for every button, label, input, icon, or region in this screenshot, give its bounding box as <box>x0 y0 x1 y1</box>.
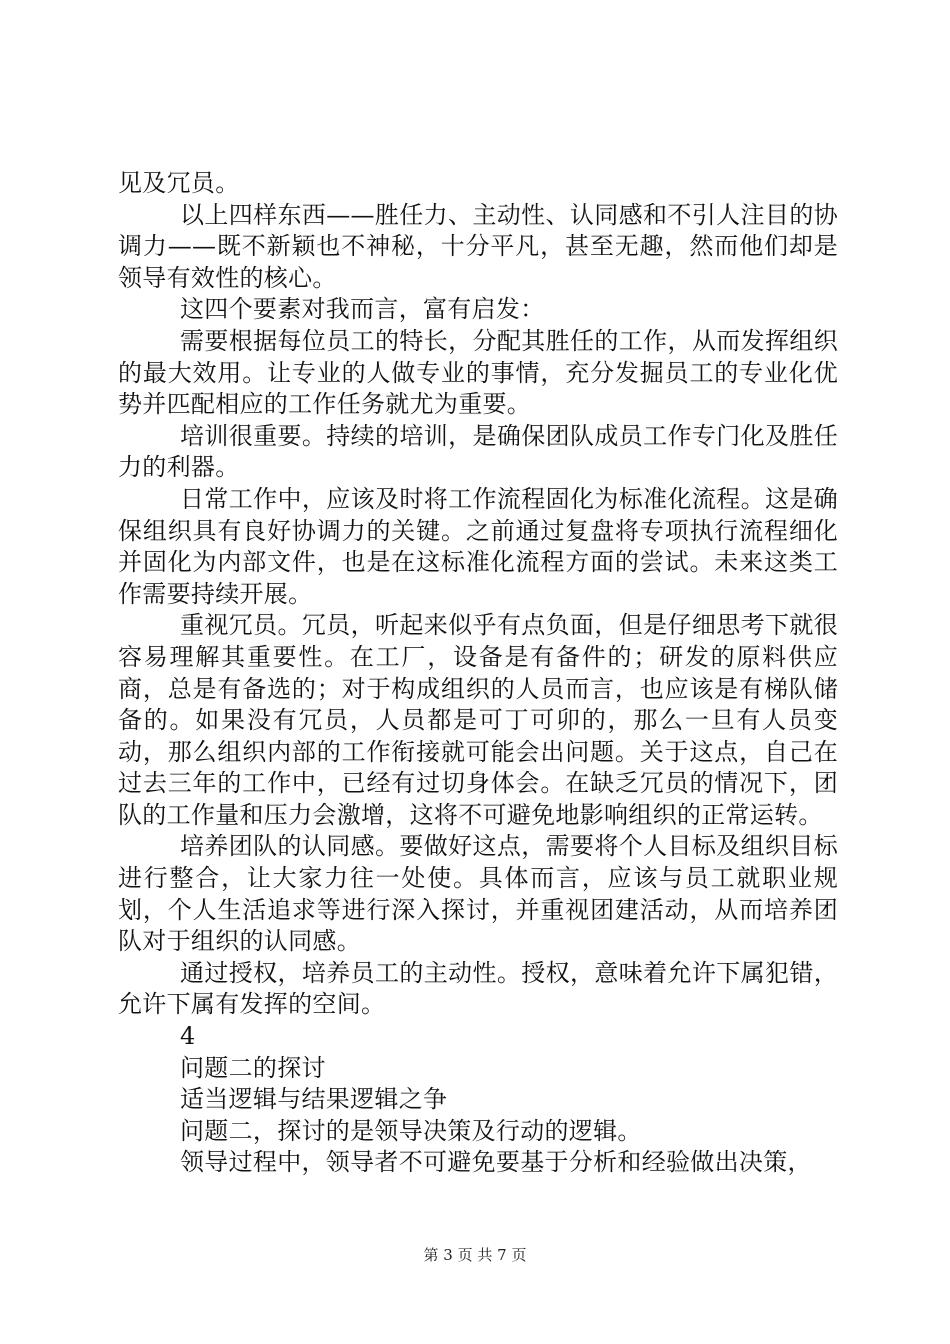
section-subtitle: 适当逻辑与结果逻辑之争 <box>180 1085 448 1114</box>
paragraph-redundancy: 重视冗员。冗员，听起来似乎有点负面，但是仔细思考下就很容易理解其重要性。在工厂，设备是有备件的；研发的原料供应商，总是有备选的；对于构成组织的人员而言，也应该是有梯队储备的。如果没有冗员，人员都是可丁可卯的，那么一旦有人员变动，那么组织内部的工作衔接就可能会出问题。关于这点，自己在过去三年的工作中，已经有过切身体会。在缺乏冗员的情况下，团队的工作量和压力会激增，这将不可避免地影响组织的正常运转。 <box>118 611 838 829</box>
paragraph-decision: 领导过程中，领导者不可避免要基于分析和经验做出决策， <box>180 1148 812 1177</box>
section-number: 4 <box>180 1022 196 1051</box>
paragraph-summary: 以上四样东西——胜任力、主动性、认同感和不引人注目的协调力——既不新颖也不神秘，十分平凡，甚至无趣，然而他们却是领导有效性的核心。 <box>118 200 838 292</box>
page-footer: 第 3 页 共 7 页 <box>423 1246 527 1264</box>
section-intro: 问题二，探讨的是领导决策及行动的逻辑。 <box>180 1116 642 1145</box>
paragraph-inspiration-intro: 这四个要素对我而言，富有启发： <box>180 295 545 324</box>
document-body <box>118 168 838 1179</box>
paragraph-competence: 需要根据每位员工的特长，分配其胜任的工作，从而发挥组织的最大效用。让专业的人做专业的事情，充分发掘员工的专业化优势并匹配相应的工作任务就尤为重要。 <box>118 326 838 419</box>
paragraph-continuation: 见及冗员。 <box>118 169 240 197</box>
section-title: 问题二的探讨 <box>180 1053 326 1082</box>
paragraph-identification: 培养团队的认同感。要做好这点，需要将个人目标及组织目标进行整合，让大家力往一处使。具体而言，应该与员工就职业规划，个人生活追求等进行深入探讨，并重视团建活动，从而培养团队对于组织的认同感。 <box>118 832 838 956</box>
paragraph-authorization: 通过授权，培养员工的主动性。授权，意味着允许下属犯错，允许下属有发挥的空间。 <box>118 958 838 1019</box>
paragraph-standardization: 日常工作中，应该及时将工作流程固化为标准化流程。这是确保组织具有良好协调力的关键。之前通过复盘将专项执行流程细化并固化为内部文件，也是在这标准化流程方面的尝试。未来这类工作需要持续开展。 <box>118 484 838 608</box>
paragraph-training: 培训很重要。持续的培训，是确保团队成员工作专门化及胜任力的利器。 <box>118 421 838 482</box>
